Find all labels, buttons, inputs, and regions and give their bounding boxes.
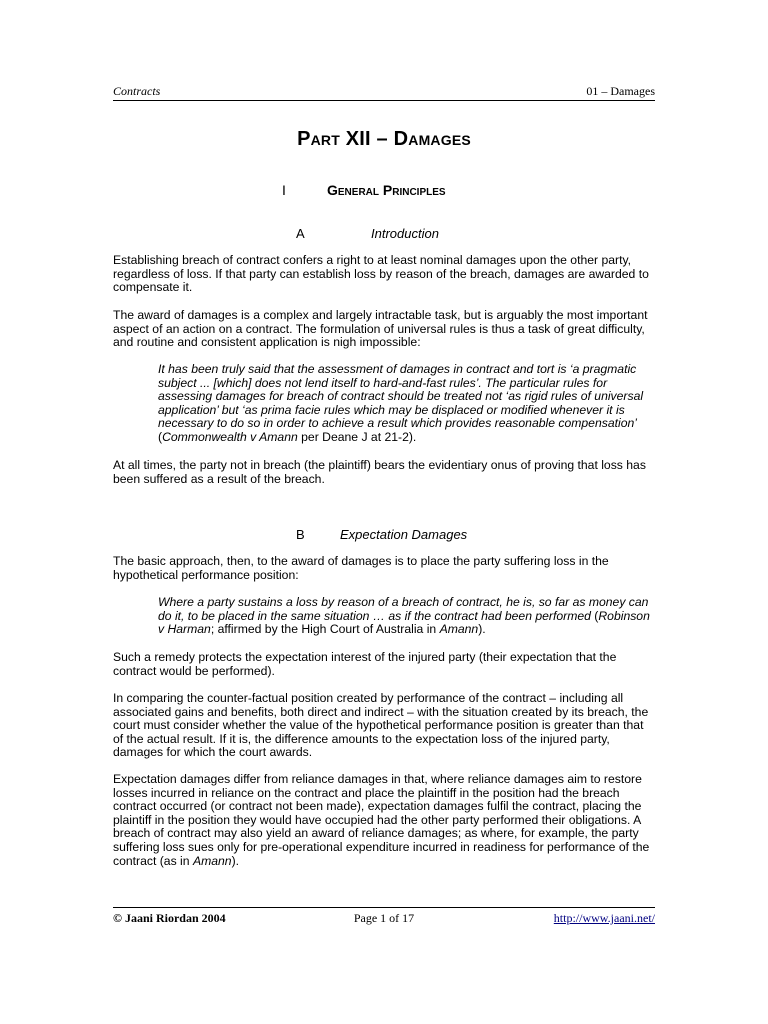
case-name: Amann	[439, 622, 479, 637]
footer-rule	[113, 907, 655, 908]
subsection-title: Introduction	[371, 226, 439, 241]
case-name: Robinson v Harman	[158, 608, 650, 637]
paragraph: Establishing breach of contract confers a right to at least nominal damages upon the other party, regardless of loss. If that party can establish loss by reason of the breach, damages are awarded to compensate it.	[113, 253, 649, 295]
citation-close: ).	[478, 622, 486, 637]
paragraph: Such a remedy protects the expectation interest of the injured party (their expectation that the contract would be performed).	[113, 650, 617, 678]
quote-text: Where a party sustains a loss by reason of a breach of contract, he is, so far as money can do it, to be placed in the same situation … as if the contract had been performed	[158, 595, 649, 623]
header-subject: Contracts	[113, 84, 161, 98]
footer-page-number: Page 1 of 17	[353, 911, 415, 925]
citation-open: (	[590, 608, 599, 623]
page-header	[113, 84, 655, 100]
subsection-title: Expectation Damages	[340, 527, 468, 542]
citation-close: per Deane J at 21-2).	[297, 429, 417, 444]
paragraph: At all times, the party not in breach (the plaintiff) bears the evidentiary onus of proving that loss has been suffered as a result of the breach.	[113, 458, 646, 486]
paragraph	[113, 773, 653, 868]
block-quote	[158, 363, 652, 445]
section-number: I	[282, 182, 286, 198]
page-title: Part XII – Damages	[297, 128, 471, 150]
subsection-number: A	[296, 226, 305, 241]
header-rule	[113, 100, 655, 101]
section-title: General Principles	[327, 182, 446, 198]
header-chapter: 01 – Damages	[586, 84, 655, 98]
case-name: Amann	[192, 853, 232, 868]
paragraph-text: Expectation damages differ from reliance damages in that, where reliance damages aim to restore losses incurred in reliance on the contract and place the plaintiff in the position had the breach contract occurred (or contract not been made), expectation damages fulfil the contract, placing the plaintiff in the position they would have occupied had the other party performed their obligations. A breach of contract may also yield an award of reliance damages; as where, for example, the party suffering loss sues only for pre-operational expenditure incurred in readiness for performance of the contract (as in	[113, 772, 650, 868]
paragraph-close: ).	[231, 853, 240, 868]
paragraph: In comparing the counter-factual position created by performance of the contract – including all associated gains and benefits, both direct and indirect – with the situation created by its breach, the court must consider whether the value of the hypothetical performance position is greater than that of the actual result. If it is, the difference amounts to the expectation loss of the injured party, damages for which the court awards.	[113, 691, 649, 760]
citation-middle: ; affirmed by the High Court of Australia in	[210, 622, 440, 637]
quote-text: It has been truly said that the assessment of damages in contract and tort is ‘a pragmatic subject ... [which] does not lend itself to hard-and-fast rules’. The particular rules for assessing damages for breach of contract should be treated not ‘as rigid rules of universal application’ but ‘as prima facie rules which may be displaced or modified whenever it is necessary to do so in order to achieve a result which provides reasonable compensation’	[158, 362, 644, 431]
block-quote	[158, 596, 652, 637]
footer-website-link[interactable]: http://www.jaani.net/	[553, 911, 655, 925]
subsection-number: B	[296, 527, 305, 542]
case-name: Commonwealth v Amann	[162, 429, 298, 444]
paragraph: The basic approach, then, to the award of damages is to place the party suffering loss in the hypothetical performance position:	[113, 554, 609, 582]
page-footer	[113, 911, 655, 927]
paragraph: The award of damages is a complex and largely intractable task, but is arguably the most important aspect of an action on a contract. The formulation of universal rules is thus a task of great difficulty, and routine and consistent application is nigh impossible:	[113, 308, 648, 350]
citation-open: (	[158, 429, 163, 444]
footer-copyright: © Jaani Riordan 2004	[113, 911, 226, 925]
